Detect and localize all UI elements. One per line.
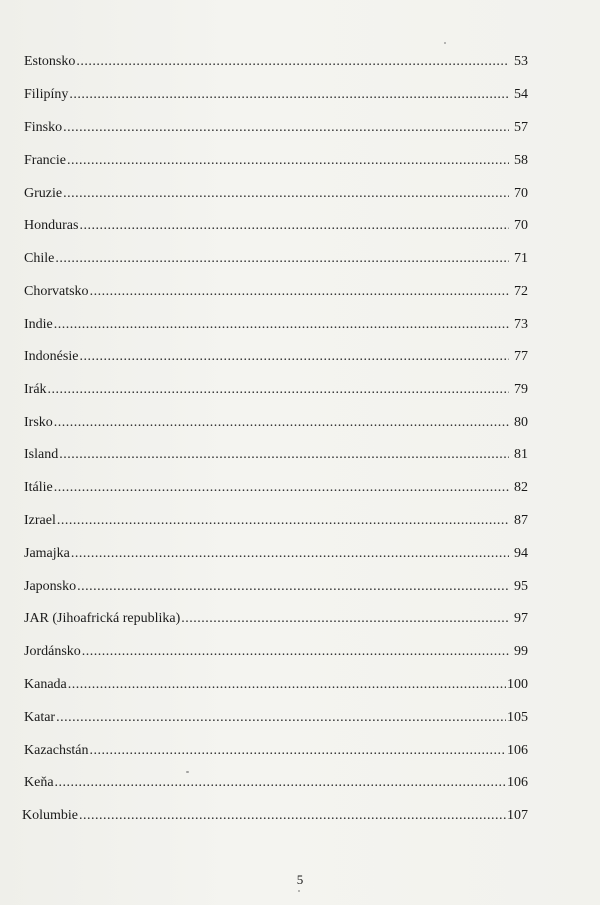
- entry-page: 82: [514, 480, 528, 495]
- dot-leader: [90, 284, 509, 300]
- entry-name: Keňa: [24, 775, 54, 790]
- entry-page: 54: [514, 87, 528, 102]
- entry-name: Izrael: [24, 513, 56, 528]
- entry-name: Irsko: [24, 415, 53, 430]
- dot-leader: [181, 611, 509, 627]
- toc-entry: [24, 607, 528, 627]
- entry-name: Estonsko: [24, 54, 76, 69]
- dot-leader: [69, 87, 509, 103]
- entry-name: Katar: [24, 710, 56, 725]
- dot-leader: [68, 677, 506, 693]
- entry-page: 70: [514, 186, 528, 201]
- entry-name: Jordánsko: [24, 644, 81, 659]
- toc-entry: [24, 673, 528, 693]
- toc-entry: [24, 706, 528, 726]
- entry-name: Kolumbie: [22, 808, 78, 823]
- toc-entry: [24, 280, 528, 300]
- entry-page: 72: [514, 284, 528, 299]
- entry-name: Kazachstán: [24, 743, 89, 758]
- entry-name: Island: [24, 447, 59, 462]
- dot-leader: [79, 808, 506, 824]
- entry-name: JAR (Jihoafrická republika): [24, 611, 181, 626]
- entry-page: 97: [514, 611, 528, 626]
- toc-entry: [24, 116, 528, 136]
- entry-name: Indonésie: [24, 349, 79, 364]
- entry-page: 58: [514, 153, 528, 168]
- dot-leader: [57, 513, 509, 529]
- entry-page: 53: [514, 54, 528, 69]
- dot-leader: [82, 644, 509, 660]
- toc-entry: [24, 575, 528, 595]
- entry-name: Honduras: [24, 218, 79, 233]
- entry-name: Chorvatsko: [24, 284, 89, 299]
- dot-leader: [71, 546, 509, 562]
- entry-name: Irák: [24, 382, 47, 397]
- entry-page: 99: [514, 644, 528, 659]
- entry-name: Kanada: [24, 677, 67, 692]
- toc-entry: [24, 542, 528, 562]
- entry-page: 71: [514, 251, 528, 266]
- entry-name: Finsko: [24, 120, 63, 135]
- toc-entry: [24, 182, 528, 202]
- dot-leader: [76, 54, 509, 70]
- entry-page: 79: [514, 382, 528, 397]
- toc-entry: [24, 50, 528, 70]
- entry-page: 80: [514, 415, 528, 430]
- entry-page: 106: [507, 743, 528, 758]
- toc-entry: [24, 313, 528, 333]
- dot-leader: [90, 743, 506, 759]
- entry-page: 107: [507, 808, 528, 823]
- dot-leader: [54, 317, 509, 333]
- toc-entry: [24, 214, 528, 234]
- dot-leader: [56, 710, 506, 726]
- toc-entry: [24, 771, 528, 791]
- entry-page: 106: [507, 775, 528, 790]
- dot-leader: [55, 251, 509, 267]
- entry-page: 95: [514, 579, 528, 594]
- toc-entry: [24, 149, 528, 169]
- toc-entry: [24, 345, 528, 365]
- entry-page: 73: [514, 317, 528, 332]
- entry-page: 70: [514, 218, 528, 233]
- dot-leader: [77, 579, 509, 595]
- entry-page: 87: [514, 513, 528, 528]
- dot-leader: [54, 480, 509, 496]
- entry-page: 105: [507, 710, 528, 725]
- entry-name: Indie: [24, 317, 53, 332]
- entry-name: Filipíny: [24, 87, 69, 102]
- dot-leader: [67, 153, 509, 169]
- toc-entry: [24, 378, 528, 398]
- toc-entry: [24, 411, 528, 431]
- dot-leader: [79, 218, 509, 234]
- dot-leader: [48, 382, 509, 398]
- entry-name: Jamajka: [24, 546, 70, 561]
- toc-entry: [24, 739, 528, 759]
- entry-page: 77: [514, 349, 528, 364]
- entry-name: Japonsko: [24, 579, 77, 594]
- entry-page: 81: [514, 447, 528, 462]
- entry-name: Chile: [24, 251, 55, 266]
- entry-name: Gruzie: [24, 186, 63, 201]
- dot-leader: [63, 120, 509, 136]
- entry-page: 57: [514, 120, 528, 135]
- toc-entry: [24, 640, 528, 660]
- paper-speck: [186, 771, 189, 773]
- entry-name: Itálie: [24, 480, 53, 495]
- dot-leader: [59, 447, 509, 463]
- entry-page: 94: [514, 546, 528, 561]
- toc-entry: [24, 476, 528, 496]
- dot-leader: [54, 415, 509, 431]
- toc-entry: [24, 509, 528, 529]
- toc-entry: [22, 804, 528, 824]
- toc-entry: [24, 83, 528, 103]
- entry-page: 100: [507, 677, 528, 692]
- page-number: 5: [296, 872, 304, 887]
- dot-leader: [79, 349, 509, 365]
- paper-speck: [444, 42, 446, 44]
- paper-speck: [298, 890, 300, 892]
- dot-leader: [63, 186, 509, 202]
- entry-name: Francie: [24, 153, 66, 168]
- toc-entry: [24, 247, 528, 267]
- toc-entry: [24, 443, 528, 463]
- dot-leader: [55, 775, 506, 791]
